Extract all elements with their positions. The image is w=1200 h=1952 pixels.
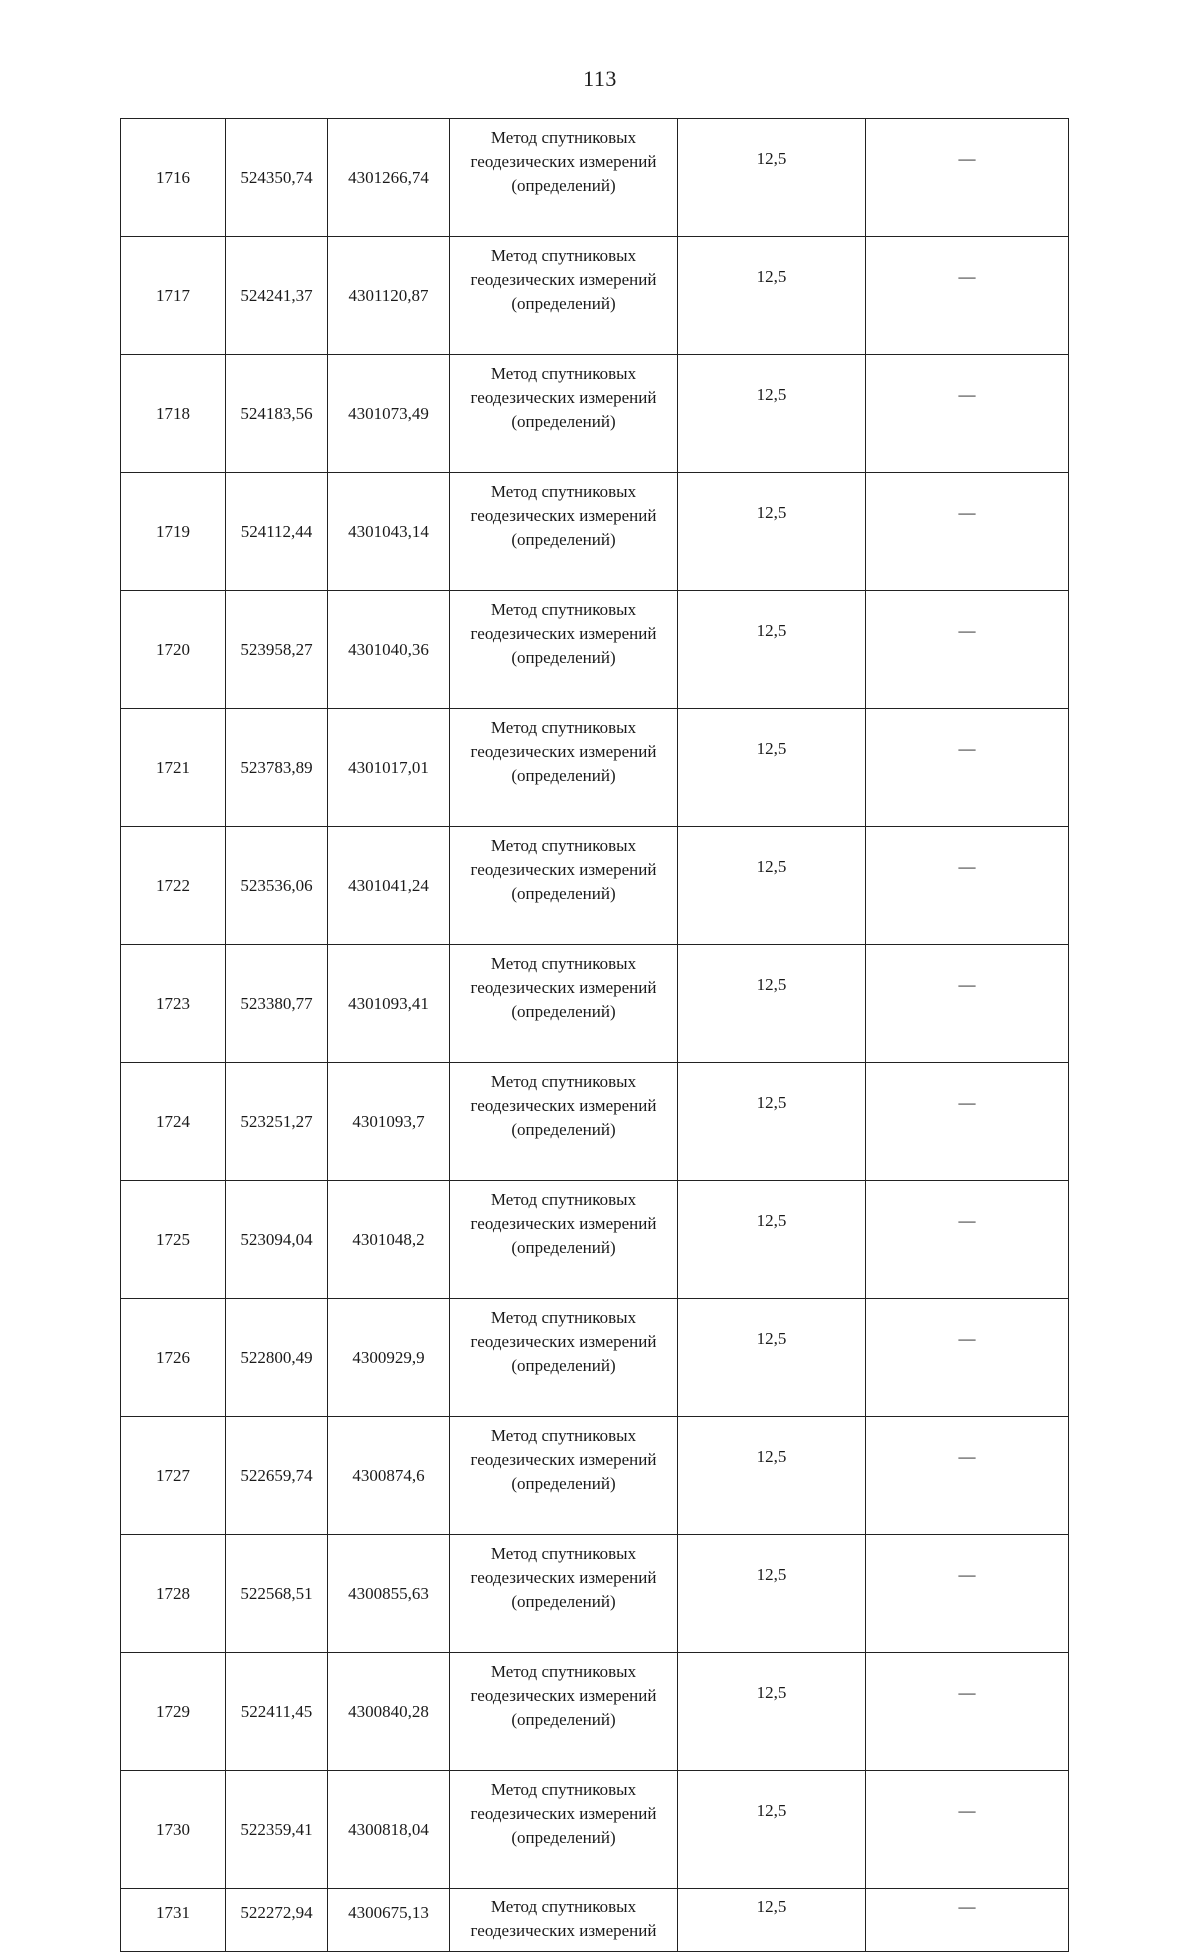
method-text-line: Метод спутниковых <box>490 600 637 619</box>
note-cell: — <box>866 119 1069 237</box>
y-coordinate-cell: 4301073,49 <box>328 355 450 473</box>
method-text-line: Метод спутниковых <box>490 246 637 265</box>
x-coordinate-cell: 522359,41 <box>226 1771 328 1889</box>
method-cell <box>450 1299 678 1417</box>
y-coordinate-cell: 4301043,14 <box>328 473 450 591</box>
x-coordinate-cell: 523094,04 <box>226 1181 328 1299</box>
note-cell: — <box>866 355 1069 473</box>
method-text-line: (определений) <box>511 1356 616 1375</box>
accuracy-value-cell: 12,5 <box>678 473 866 591</box>
method-text-line: Метод спутниковых <box>490 954 637 973</box>
table-row <box>121 827 1069 945</box>
coordinates-table-body <box>121 119 1069 1952</box>
note-cell: — <box>866 1417 1069 1535</box>
method-text-line: (определений) <box>511 412 616 431</box>
method-text-line: Метод спутниковых <box>490 364 637 383</box>
method-text-line: (определений) <box>511 884 616 903</box>
point-number-cell: 1718 <box>121 355 226 473</box>
method-text-line: (определений) <box>511 1120 616 1139</box>
method-text-line: Метод спутниковых <box>490 1426 637 1445</box>
table-row <box>121 1535 1069 1653</box>
y-coordinate-cell: 4301093,7 <box>328 1063 450 1181</box>
point-number-cell: 1721 <box>121 709 226 827</box>
y-coordinate-cell: 4301120,87 <box>328 237 450 355</box>
method-text-line: геодезических измерений <box>470 1921 657 1940</box>
point-number-cell: 1720 <box>121 591 226 709</box>
accuracy-value-cell: 12,5 <box>678 1417 866 1535</box>
method-text-line: геодезических измерений <box>470 1096 657 1115</box>
accuracy-value-cell: 12,5 <box>678 1063 866 1181</box>
method-text-line: (определений) <box>511 1828 616 1847</box>
table-row <box>121 591 1069 709</box>
coordinates-table <box>120 118 1069 1952</box>
method-cell <box>450 1653 678 1771</box>
method-text-line: геодезических измерений <box>470 1686 657 1705</box>
coordinates-table-container <box>120 118 1068 1952</box>
method-text-line: (определений) <box>511 1710 616 1729</box>
note-cell: — <box>866 1653 1069 1771</box>
method-text-line: геодезических измерений <box>470 388 657 407</box>
method-text-line: геодезических измерений <box>470 1450 657 1469</box>
note-cell: — <box>866 237 1069 355</box>
x-coordinate-cell: 524350,74 <box>226 119 328 237</box>
accuracy-value-cell: 12,5 <box>678 709 866 827</box>
method-text-line: геодезических измерений <box>470 152 657 171</box>
point-number-cell: 1729 <box>121 1653 226 1771</box>
y-coordinate-cell: 4301017,01 <box>328 709 450 827</box>
accuracy-value-cell: 12,5 <box>678 945 866 1063</box>
point-number-cell: 1723 <box>121 945 226 1063</box>
method-text-line: Метод спутниковых <box>490 128 637 147</box>
method-text-line: геодезических измерений <box>470 506 657 525</box>
method-cell <box>450 119 678 237</box>
method-text-line: (определений) <box>511 176 616 195</box>
y-coordinate-cell: 4301048,2 <box>328 1181 450 1299</box>
method-text-line: Метод спутниковых <box>490 718 637 737</box>
method-text-line: геодезических измерений <box>470 624 657 643</box>
method-cell <box>450 827 678 945</box>
y-coordinate-cell: 4301040,36 <box>328 591 450 709</box>
point-number-cell: 1728 <box>121 1535 226 1653</box>
x-coordinate-cell: 522800,49 <box>226 1299 328 1417</box>
accuracy-value-cell: 12,5 <box>678 1889 866 1952</box>
method-text-line: Метод спутниковых <box>490 1544 637 1563</box>
method-text-line: Метод спутниковых <box>490 1190 637 1209</box>
method-text-line: (определений) <box>511 294 616 313</box>
x-coordinate-cell: 522659,74 <box>226 1417 328 1535</box>
accuracy-value-cell: 12,5 <box>678 237 866 355</box>
note-cell: — <box>866 827 1069 945</box>
table-row <box>121 945 1069 1063</box>
x-coordinate-cell: 522568,51 <box>226 1535 328 1653</box>
method-cell <box>450 473 678 591</box>
method-cell <box>450 237 678 355</box>
method-text-line: (определений) <box>511 1592 616 1611</box>
method-cell <box>450 1771 678 1889</box>
point-number-cell: 1722 <box>121 827 226 945</box>
accuracy-value-cell: 12,5 <box>678 1653 866 1771</box>
note-cell: — <box>866 1889 1069 1952</box>
note-cell: — <box>866 1299 1069 1417</box>
method-text-line: Метод спутниковых <box>490 1308 637 1327</box>
y-coordinate-cell: 4300855,63 <box>328 1535 450 1653</box>
y-coordinate-cell: 4300840,28 <box>328 1653 450 1771</box>
method-text-line: Метод спутниковых <box>490 1897 637 1916</box>
x-coordinate-cell: 524241,37 <box>226 237 328 355</box>
x-coordinate-cell: 524112,44 <box>226 473 328 591</box>
method-cell <box>450 1535 678 1653</box>
method-cell <box>450 709 678 827</box>
accuracy-value-cell: 12,5 <box>678 1535 866 1653</box>
point-number-cell: 1731 <box>121 1889 226 1952</box>
point-number-cell: 1716 <box>121 119 226 237</box>
point-number-cell: 1725 <box>121 1181 226 1299</box>
point-number-cell: 1730 <box>121 1771 226 1889</box>
y-coordinate-cell: 4300675,13 <box>328 1889 450 1952</box>
accuracy-value-cell: 12,5 <box>678 1771 866 1889</box>
method-text-line: (определений) <box>511 1474 616 1493</box>
x-coordinate-cell: 523783,89 <box>226 709 328 827</box>
table-row <box>121 237 1069 355</box>
point-number-cell: 1717 <box>121 237 226 355</box>
method-text-line: Метод спутниковых <box>490 1662 637 1681</box>
method-text-line: геодезических измерений <box>470 860 657 879</box>
note-cell: — <box>866 1063 1069 1181</box>
method-cell <box>450 1889 678 1952</box>
point-number-cell: 1726 <box>121 1299 226 1417</box>
x-coordinate-cell: 523536,06 <box>226 827 328 945</box>
table-row <box>121 355 1069 473</box>
table-row <box>121 1771 1069 1889</box>
table-row <box>121 1653 1069 1771</box>
method-text-line: геодезических измерений <box>470 1332 657 1351</box>
y-coordinate-cell: 4300818,04 <box>328 1771 450 1889</box>
method-text-line: геодезических измерений <box>470 1568 657 1587</box>
point-number-cell: 1719 <box>121 473 226 591</box>
method-text-line: (определений) <box>511 530 616 549</box>
y-coordinate-cell: 4301041,24 <box>328 827 450 945</box>
note-cell: — <box>866 945 1069 1063</box>
table-row <box>121 709 1069 827</box>
note-cell: — <box>866 1535 1069 1653</box>
method-cell <box>450 591 678 709</box>
page-number: 113 <box>583 66 617 91</box>
method-text-line: геодезических измерений <box>470 978 657 997</box>
x-coordinate-cell: 522411,45 <box>226 1653 328 1771</box>
x-coordinate-cell: 524183,56 <box>226 355 328 473</box>
note-cell: — <box>866 1771 1069 1889</box>
table-row <box>121 1299 1069 1417</box>
table-row <box>121 119 1069 237</box>
table-row <box>121 1889 1069 1952</box>
accuracy-value-cell: 12,5 <box>678 591 866 709</box>
method-text-line: Метод спутниковых <box>490 482 637 501</box>
accuracy-value-cell: 12,5 <box>678 1299 866 1417</box>
method-text-line: (определений) <box>511 1238 616 1257</box>
note-cell: — <box>866 473 1069 591</box>
method-cell <box>450 355 678 473</box>
table-row <box>121 1063 1069 1181</box>
note-cell: — <box>866 591 1069 709</box>
accuracy-value-cell: 12,5 <box>678 1181 866 1299</box>
y-coordinate-cell: 4300874,6 <box>328 1417 450 1535</box>
method-text-line: геодезических измерений <box>470 1804 657 1823</box>
method-text-line: (определений) <box>511 766 616 785</box>
method-text-line: Метод спутниковых <box>490 836 637 855</box>
method-text-line: (определений) <box>511 648 616 667</box>
note-cell: — <box>866 1181 1069 1299</box>
x-coordinate-cell: 523380,77 <box>226 945 328 1063</box>
method-cell <box>450 1063 678 1181</box>
method-text-line: Метод спутниковых <box>490 1780 637 1799</box>
method-text-line: (определений) <box>511 1002 616 1021</box>
x-coordinate-cell: 523958,27 <box>226 591 328 709</box>
method-cell <box>450 945 678 1063</box>
y-coordinate-cell: 4301093,41 <box>328 945 450 1063</box>
note-cell: — <box>866 709 1069 827</box>
x-coordinate-cell: 523251,27 <box>226 1063 328 1181</box>
table-row <box>121 1181 1069 1299</box>
method-cell <box>450 1181 678 1299</box>
accuracy-value-cell: 12,5 <box>678 827 866 945</box>
method-text-line: геодезических измерений <box>470 742 657 761</box>
point-number-cell: 1727 <box>121 1417 226 1535</box>
accuracy-value-cell: 12,5 <box>678 119 866 237</box>
method-text-line: геодезических измерений <box>470 270 657 289</box>
method-text-line: геодезических измерений <box>470 1214 657 1233</box>
table-row <box>121 473 1069 591</box>
point-number-cell: 1724 <box>121 1063 226 1181</box>
accuracy-value-cell: 12,5 <box>678 355 866 473</box>
method-cell <box>450 1417 678 1535</box>
method-text-line: Метод спутниковых <box>490 1072 637 1091</box>
y-coordinate-cell: 4301266,74 <box>328 119 450 237</box>
x-coordinate-cell: 522272,94 <box>226 1889 328 1952</box>
y-coordinate-cell: 4300929,9 <box>328 1299 450 1417</box>
table-row <box>121 1417 1069 1535</box>
